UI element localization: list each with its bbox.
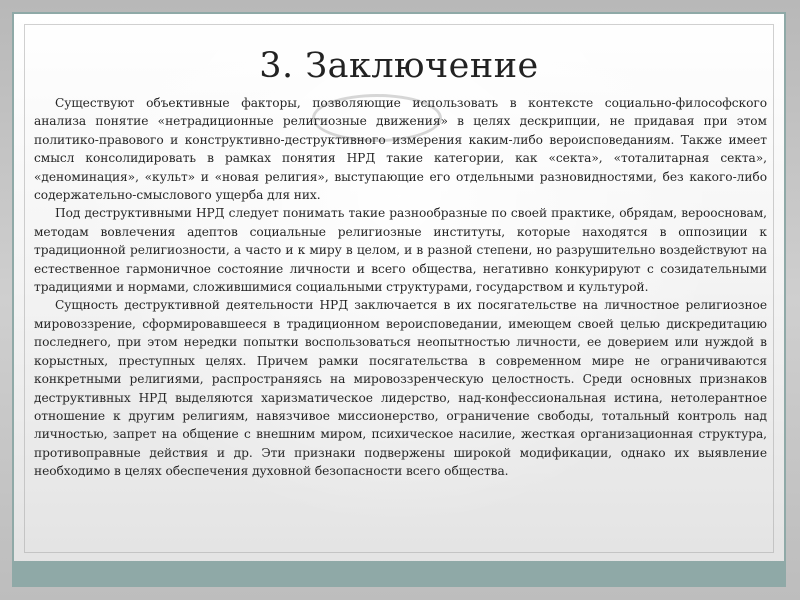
slide (12, 12, 786, 587)
paragraph-1: Существуют объективные факторы, позволяющие использовать в контексте социально-философского анализа понятие «нетрадиционные религиозные движения» в целях дескрипции, не придавая при этом политико-правового и конструктивно-деструктивного измерения каким-либо вероисповеданиям. Также имеет смысл консолидировать в рамках понятия НРД такие категории, как «секта», «тоталитарная секта», «деноминация», «культ» и «новая религия», выступающие его отдельными разновидностями, без какого-либо содержательно-смыслового ущерба для них. (34, 96, 767, 203)
slide-body (34, 94, 767, 481)
paragraph-3: Сущность деструктивной деятельности НРД заключается в их посягательстве на личностное религиозное мировоззрение, сформировавшееся в традиционном вероисповедании, имеющем своей целью дискредитацию последнего, при этом нередки попытки воспользоваться неопытностью личности, ее доверием или нуждой в корыстных, преступных целях. Причем рамки посягательства в современном мире не ограничиваются конкретными религиями, распространяясь на мировоззренческую целостность. Среди основных признаков деструктивных НРД выделяются харизматическое лидерство, над-конфессиональная истина, нетолерантное отношение к другим религиям, навязчивое миссионерство, ограничение свободы, тотальный контроль над личностью, запрет на общение с внешним миром, психическое насилие, жесткая организационная структура, противоправные действия и др. Эти признаки подвержены широкой модификации, однако их выявление необходимо в целях обеспечения духовной безопасности всего общества. (34, 298, 767, 479)
footer-band (14, 561, 784, 585)
paragraph-2: Под деструктивными НРД следует понимать такие разнообразные по своей практике, обрядам, вероосновам, методам вовлечения адептов социальные религиозные институты, которые находятся в оппозиции к традиционной религиозности, а часто и к миру в целом, и в разной степени, но разрушительно воздействуют на естественное гармоничное состояние личности и всего общества, негативно конкурируют с созидательными традициями и нормами, сложившимися социальными структурами, государством и культурой. (34, 206, 767, 295)
slide-title: 3. Заключение (259, 46, 539, 86)
